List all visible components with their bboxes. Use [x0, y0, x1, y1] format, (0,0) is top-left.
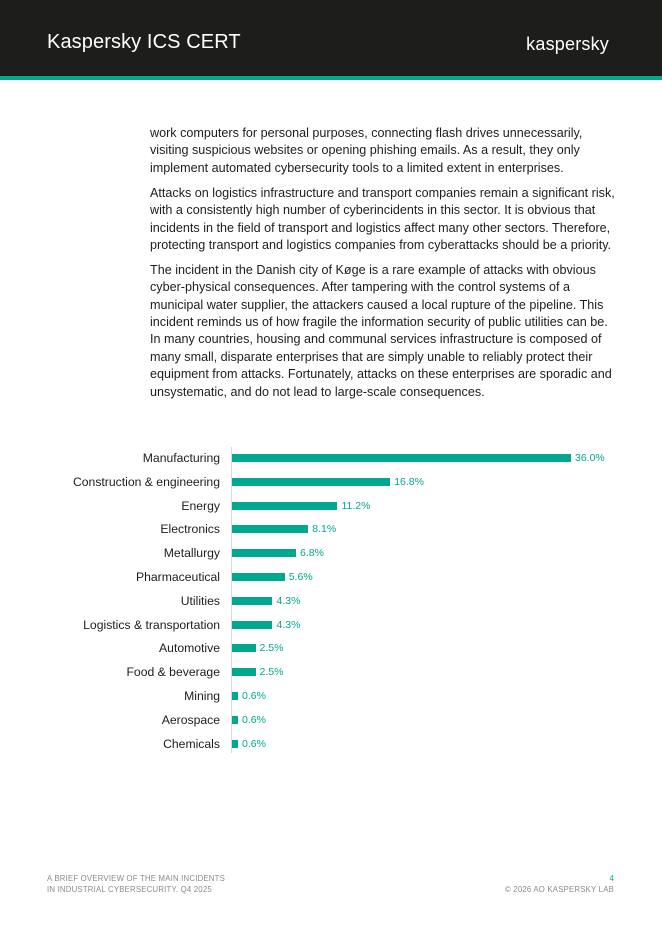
chart-bar	[232, 597, 272, 605]
footer-title-line-1: A BRIEF OVERVIEW OF THE MAIN INCIDENTS	[47, 874, 226, 883]
chart-bar	[232, 740, 238, 748]
chart-bar	[232, 644, 256, 652]
chart-category-label: Manufacturing	[142, 451, 220, 465]
paragraph-1: work computers for personal purposes, connecting flash drives unnecessarily, visiting suspicious websites or opening phishing emails. As a result, they only implement automated cybersecurity tools to a limited extent in enterprises.	[150, 126, 583, 175]
chart-bar	[232, 525, 308, 533]
chart-value-label: 36.0%	[575, 452, 605, 464]
chart-value-label: 2.5%	[259, 666, 284, 679]
body-text	[150, 125, 620, 409]
chart-value-label: 0.6%	[242, 690, 266, 702]
chart-bar	[232, 716, 238, 724]
header-title: Kaspersky ICS CERT	[47, 31, 241, 53]
chart-value-label: 6.8%	[300, 547, 324, 560]
chart-bar	[232, 621, 272, 629]
chart-bar	[232, 549, 296, 557]
chart-category-label: Food & beverage	[126, 665, 220, 680]
header-accent-bar	[0, 76, 662, 80]
chart-category-label: Utilities	[180, 593, 220, 608]
paragraph-3: The incident in the Danish city of Køge is a rare example of attacks with obvious cyber-physical consequences. After tampering with the control systems of a municipal water supplier, the attackers caused a local rupture of the pipeline. This incident reminds us of how fragile the information security of public utilities can be. In many countries, housing and communal services infrastructure is composed of many small, disparate enterprises that are simply unable to reliably protect their equipment from attacks. Fortunately, attacks on these enterprises are sporadic and unsystematic, and do not lead to large-scale consequences.	[150, 262, 612, 399]
chart-value-label: 4.3%	[276, 594, 301, 607]
kaspersky-logo: kaspersky	[526, 34, 609, 54]
chart-value-label: 4.3%	[276, 618, 301, 631]
chart-bar	[232, 454, 571, 462]
chart-category-label: Energy	[181, 498, 220, 513]
paragraph-2: Attacks on logistics infrastructure and transport companies remain a significant risk, with a consistently high number of cyberincidents in this sector. It is obvious that incidents in the field of transport and logistics affect many other sectors. Therefore, protecting transport and logistics companies from cyberattacks should be a priority.	[150, 185, 615, 252]
chart-value-label: 2.5%	[259, 642, 284, 655]
chart-value-label: 0.6%	[242, 713, 266, 726]
chart-bar	[232, 573, 285, 581]
page-header	[0, 0, 662, 76]
chart-value-label: 8.1%	[312, 523, 337, 536]
chart-category-label: Metallurgy	[163, 546, 220, 561]
chart-category-label: Pharmaceutical	[136, 570, 220, 584]
chart-bar	[232, 502, 337, 510]
chart-category-label: Electronics	[160, 522, 220, 537]
chart-value-label: 11.2%	[341, 499, 371, 512]
chart-category-label: Logistics & transportation	[83, 617, 220, 632]
chart-value-label: 0.6%	[242, 737, 266, 750]
chart-category-label: Automotive	[159, 641, 220, 656]
chart-bar	[232, 478, 390, 486]
chart-category-label: Chemicals	[163, 736, 220, 751]
footer-title-line-2: IN INDUSTRIAL CYBERSECURITY. Q4 2025	[47, 885, 212, 894]
chart-bar	[232, 692, 238, 700]
footer-report-title	[47, 873, 225, 895]
industry-bar-chart	[62, 445, 622, 755]
chart-value-label: 5.6%	[288, 571, 313, 583]
chart-category-label: Mining	[184, 689, 220, 703]
chart-value-label: 16.8%	[394, 475, 424, 488]
chart-bar	[232, 668, 256, 676]
footer-right	[505, 873, 614, 895]
page-number: 4	[609, 874, 614, 883]
chart-category-label: Construction & engineering	[72, 474, 220, 489]
copyright: © 2026 AO KASPERSKY LAB	[504, 885, 614, 894]
chart-category-label: Aerospace	[161, 712, 220, 727]
